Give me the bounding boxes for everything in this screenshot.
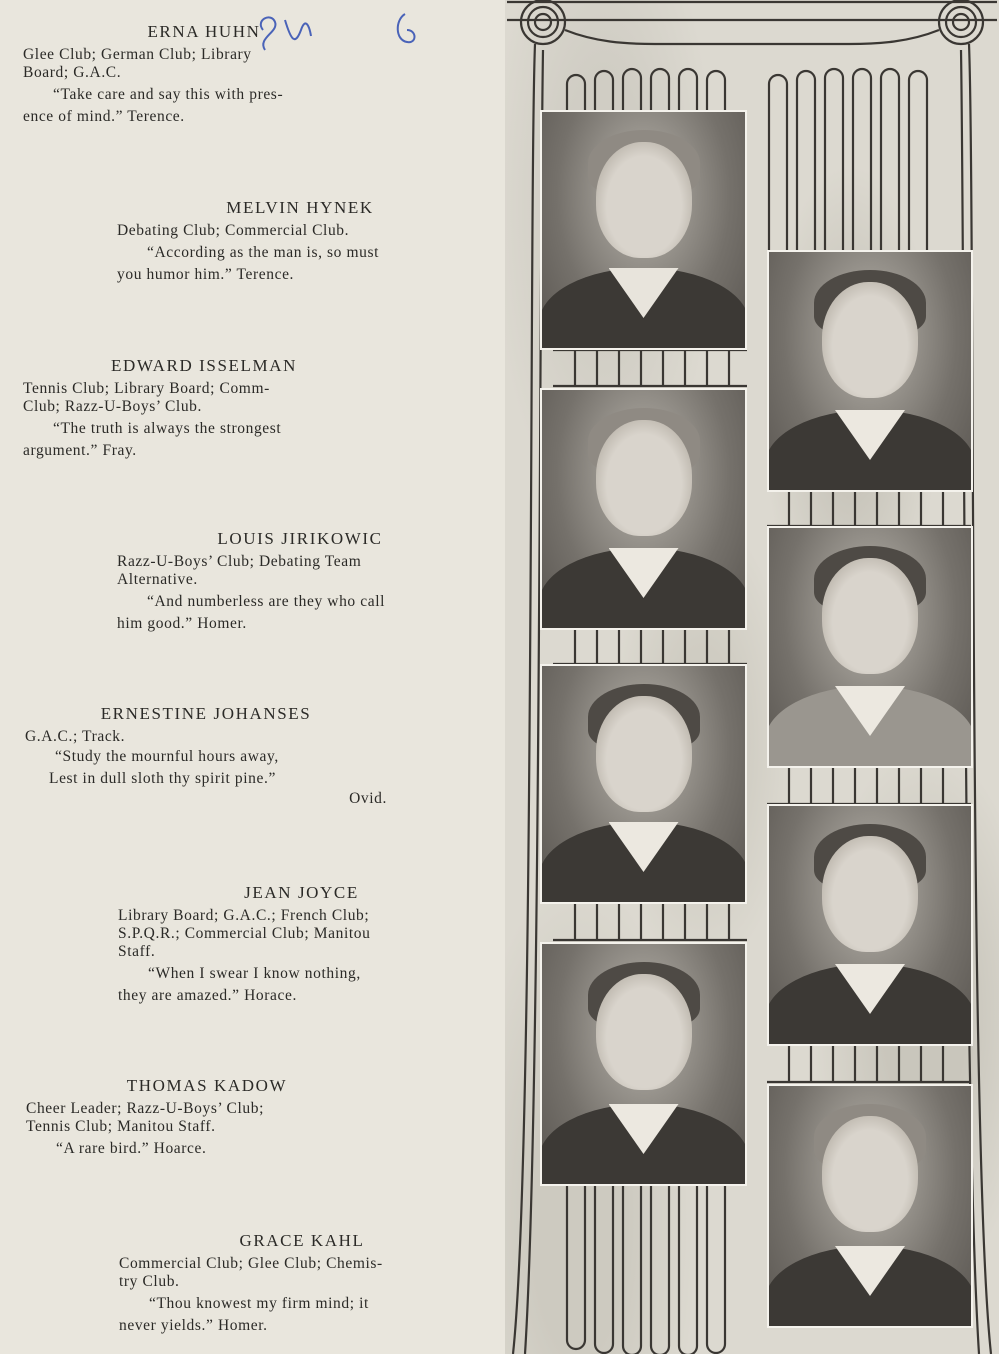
student-entry bbox=[118, 883, 485, 1005]
student-name: ERNA HUHN bbox=[147, 22, 261, 41]
student-activities: Staff. bbox=[118, 943, 156, 960]
student-portrait-photo bbox=[767, 804, 973, 1046]
student-portrait-photo bbox=[540, 942, 747, 1186]
student-activities: Glee Club; German Club; Library bbox=[23, 46, 252, 63]
student-name: ERNESTINE JOHANSES bbox=[100, 704, 312, 723]
student-activities: Commercial Club; Glee Club; Chemis- bbox=[119, 1255, 383, 1272]
student-portrait-photo bbox=[767, 1084, 973, 1328]
student-quote: argument.” Fray. bbox=[23, 442, 137, 459]
quote-citation: Ovid. bbox=[349, 790, 387, 807]
student-activities: S.P.Q.R.; Commercial Club; Manitou bbox=[118, 925, 371, 942]
student-quote: ence of mind.” Terence. bbox=[23, 108, 185, 125]
student-portrait-photo bbox=[540, 388, 747, 630]
student-entry bbox=[23, 22, 385, 126]
student-name: JEAN JOYCE bbox=[244, 883, 359, 902]
student-activities: Alternative. bbox=[117, 571, 198, 588]
student-activities: Tennis Club; Manitou Staff. bbox=[26, 1118, 216, 1135]
student-portrait-photo bbox=[767, 526, 973, 768]
student-portrait-photo bbox=[540, 664, 747, 904]
student-portrait-photo bbox=[540, 110, 747, 350]
student-entry bbox=[26, 1076, 388, 1158]
student-quote: “And numberless are they who call bbox=[147, 593, 386, 610]
student-activities: Cheer Leader; Razz-U-Boys’ Club; bbox=[26, 1100, 264, 1117]
student-entry bbox=[117, 198, 483, 284]
student-quote: Lest in dull sloth thy spirit pine.” bbox=[49, 770, 276, 787]
student-name: MELVIN HYNEK bbox=[226, 198, 374, 217]
student-activities: Library Board; G.A.C.; French Club; bbox=[118, 907, 370, 924]
photo-border-column bbox=[505, 0, 999, 1354]
student-quote: “When I swear I know nothing, bbox=[148, 965, 361, 982]
student-quote: you humor him.” Terence. bbox=[117, 266, 295, 283]
student-activities: Board; G.A.C. bbox=[23, 64, 122, 81]
student-quote: “Take care and say this with pres- bbox=[53, 86, 284, 103]
student-quote: “The truth is always the strongest bbox=[53, 420, 282, 437]
student-quote: him good.” Homer. bbox=[117, 615, 247, 632]
student-activities: G.A.C.; Track. bbox=[25, 728, 126, 745]
student-quote: “Study the mournful hours away, bbox=[55, 748, 279, 765]
student-portrait-photo bbox=[767, 250, 973, 492]
student-activities: try Club. bbox=[119, 1273, 180, 1290]
student-name: GRACE KAHL bbox=[239, 1231, 365, 1250]
student-activities: Debating Club; Commercial Club. bbox=[117, 222, 350, 239]
student-activities: Tennis Club; Library Board; Comm- bbox=[23, 380, 270, 397]
student-entry bbox=[23, 356, 385, 460]
student-quote: never yields.” Homer. bbox=[119, 1317, 268, 1334]
student-activities: Razz-U-Boys’ Club; Debating Team bbox=[117, 553, 362, 570]
student-quote: they are amazed.” Horace. bbox=[118, 987, 297, 1004]
student-name: THOMAS KADOW bbox=[126, 1076, 288, 1095]
student-entry bbox=[117, 529, 483, 633]
student-entry bbox=[119, 1231, 485, 1335]
student-name: EDWARD ISSELMAN bbox=[111, 356, 297, 375]
student-quote: “A rare bird.” Hoarce. bbox=[56, 1140, 207, 1157]
student-entry bbox=[25, 704, 387, 808]
student-quote: “According as the man is, so must bbox=[147, 244, 380, 261]
student-quote: “Thou knowest my firm mind; it bbox=[149, 1295, 369, 1312]
student-name: LOUIS JIRIKOWIC bbox=[217, 529, 383, 548]
student-activities: Club; Razz-U-Boys’ Club. bbox=[23, 398, 202, 415]
